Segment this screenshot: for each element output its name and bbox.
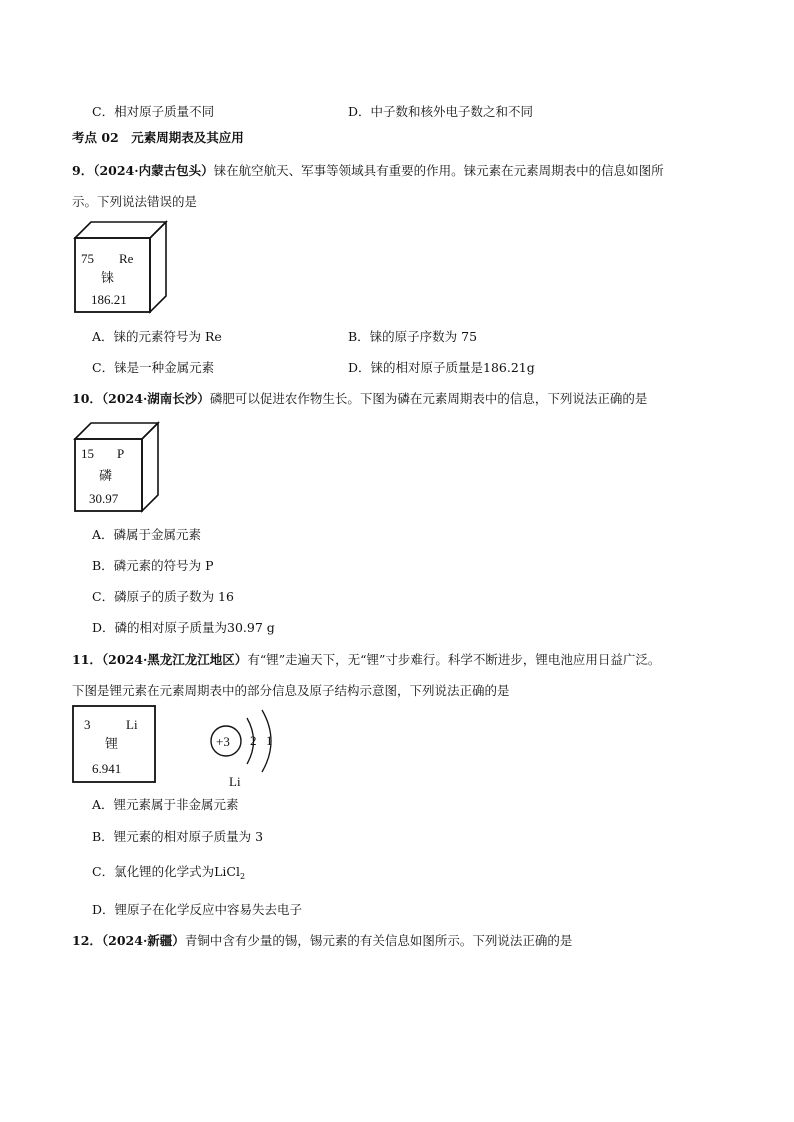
atom-shell2-electrons: 1 bbox=[266, 733, 273, 748]
q12-stem: 青铜中含有少量的锡，锡元素的有关信息如图所示。下列说法正确的是 bbox=[184, 933, 573, 948]
q10-option-a: A．磷属于金属元素 bbox=[92, 527, 202, 542]
q11-option-c bbox=[92, 862, 245, 881]
q10-tile-symbol: P bbox=[117, 446, 125, 461]
q11-option-c-subscript: 2 bbox=[239, 872, 246, 881]
q10-source: （2024·湖南长沙） bbox=[101, 391, 210, 406]
q12-stem-line bbox=[72, 931, 572, 949]
atom-shell1-electrons: 2 bbox=[250, 733, 257, 748]
q10-tile-mass: 30.97 bbox=[89, 491, 119, 506]
q9-element-tile bbox=[72, 222, 172, 318]
q11-tile-symbol: Li bbox=[126, 717, 138, 732]
q11-option-b: B．锂元素的相对原子质量为 3 bbox=[92, 829, 264, 844]
q11-element-tile bbox=[72, 705, 162, 785]
q11-tile-name: 锂 bbox=[105, 736, 119, 751]
q12-source: （2024·新疆） bbox=[101, 933, 185, 948]
q11-option-c-text: C．氯化锂的化学式为 bbox=[92, 864, 215, 879]
q9-tile-atomic-number: 75 bbox=[81, 251, 94, 266]
q9-tile-symbol: Re bbox=[119, 251, 134, 266]
q11-number: 11． bbox=[72, 652, 102, 667]
q9-stem: 铼在航空航天、军事等领域具有重要的作用。铼元素在元素周期表中的信息如图所 bbox=[213, 163, 664, 178]
q11-stem-line2: 下图是锂元素在元素周期表中的部分信息及原子结构示意图，下列说法正确的是 bbox=[72, 683, 510, 698]
lithium-atom-structure-diagram bbox=[200, 706, 290, 794]
q9-stem-line1 bbox=[72, 161, 664, 179]
q10-element-tile bbox=[72, 423, 172, 519]
q10-stem: 磷肥可以促进农作物生长。下图为磷在元素周期表中的信息，下列说法正确的是 bbox=[209, 391, 648, 406]
q10-tile-name: 磷 bbox=[99, 468, 113, 483]
q10-stem-line bbox=[72, 389, 647, 407]
q11-tile-atomic-number: 3 bbox=[84, 717, 91, 732]
q9-tile-mass: 186.21 bbox=[91, 292, 127, 307]
q9-option-d: D．铼的相对原子质量是186.21g bbox=[348, 360, 535, 375]
q11-source: （2024·黑龙江龙江地区） bbox=[101, 652, 248, 667]
q10-option-b: B．磷元素的符号为 P bbox=[92, 558, 214, 573]
q10-option-d: D．磷的相对原子质量为30.97 g bbox=[92, 620, 275, 635]
q9-source: （2024·内蒙古包头） bbox=[93, 163, 214, 178]
q8-option-d: D．中子数和核外电子数之和不同 bbox=[348, 104, 534, 119]
q12-number: 12． bbox=[72, 933, 102, 948]
q9-option-c: C．铼是一种金属元素 bbox=[92, 360, 215, 375]
q10-tile-atomic-number: 15 bbox=[81, 446, 94, 461]
q11-stem: 有“锂”走遍天下，无“锂”寸步难行。科学不断进步，锂电池应用日益广泛。 bbox=[247, 652, 661, 667]
section-title: 考点 02 元素周期表及其应用 bbox=[72, 130, 244, 145]
q11-option-c-formula: LiCl bbox=[214, 864, 240, 879]
atom-nucleus-charge: +3 bbox=[216, 734, 230, 749]
q9-stem-line2: 示。下列说法错误的是 bbox=[72, 194, 198, 209]
q8-option-c: C．相对原子质量不同 bbox=[92, 104, 215, 119]
q11-option-a: A．锂元素属于非金属元素 bbox=[92, 797, 239, 812]
q11-option-d: D．锂原子在化学反应中容易失去电子 bbox=[92, 902, 303, 917]
q9-option-b: B．铼的原子序数为 75 bbox=[348, 329, 478, 344]
q9-number: 9． bbox=[72, 163, 94, 178]
q11-tile-mass: 6.941 bbox=[92, 761, 122, 776]
q10-number: 10． bbox=[72, 391, 102, 406]
q10-option-c: C．磷原子的质子数为 16 bbox=[92, 589, 234, 604]
atom-label: Li bbox=[229, 774, 241, 789]
q9-option-a: A．铼的元素符号为 Re bbox=[92, 329, 222, 344]
q11-stem-line1 bbox=[72, 650, 660, 668]
q9-tile-name: 铼 bbox=[101, 270, 115, 285]
